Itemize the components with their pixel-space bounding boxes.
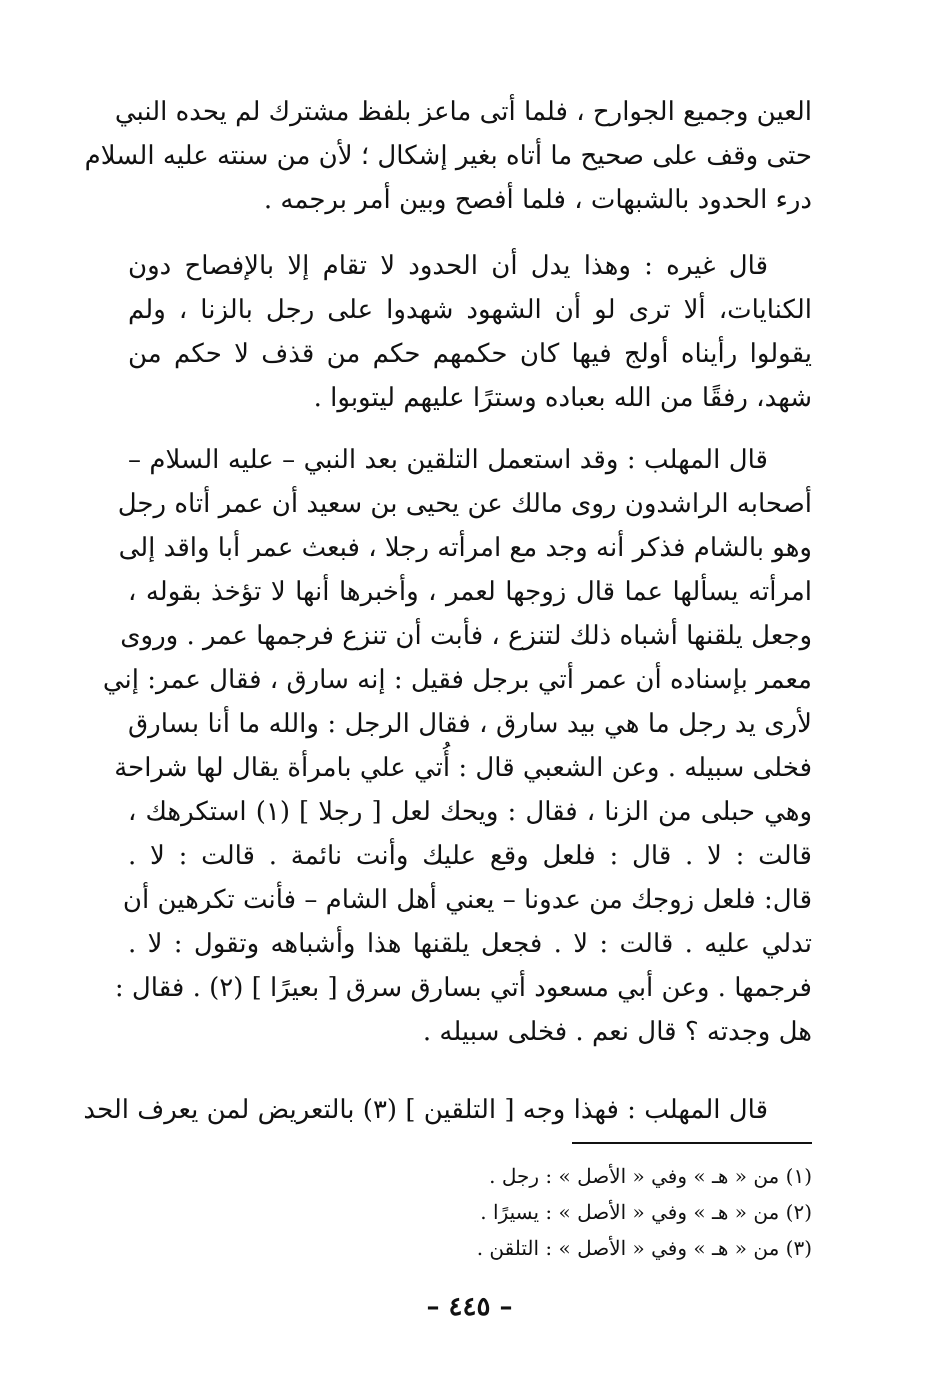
text-line: الكنايات، ألا ترى لو أن الشهود شهدوا على رجل بالزنا ، ولم [128, 295, 812, 325]
text-line: تدلي عليه . قالت : لا . فجعل يلقنها هذا وأشباهه وتقول : لا . [128, 929, 812, 959]
text-line: قال المهلب : فهذا وجه [ التلقين ] (٣) بالتعريض لمن يعرف الحد [83, 1095, 768, 1125]
text-line: أصحابه الراشدون روى مالك عن يحيى بن سعيد أن عمر أتاه رجل [117, 489, 812, 519]
text-line: قال غيره : وهذا يدل أن الحدود لا تقام إلا بالإفصاح دون [128, 251, 768, 281]
text-line: حتى وقف على صحيح ما أتاه بغير إشكال ؛ لأن من سنته عليه السلام [84, 141, 812, 171]
text-line: وهو بالشام فذكر أنه وجد مع امرأته رجلا ، فبعث عمر أبا واقد إلى [118, 533, 812, 563]
paragraph-1 [84, 90, 812, 222]
text-line: لأرى يد رجل ما هي بيد سارق ، فقال الرجل : والله ما أنا بسارق [128, 709, 812, 739]
text-line: وجعل يلقنها أشباه ذلك لتنزع ، فأبت أن تنزع فرجمها عمر . وروى [120, 621, 812, 651]
footnotes [380, 1158, 812, 1266]
text-line: هل وجدته ؟ قال نعم . فخلى سبيله . [422, 1017, 812, 1047]
page-number: – ٤٤٥ – [426, 1292, 513, 1322]
paragraph-4 [83, 1088, 812, 1132]
text-line: فخلى سبيله . وعن الشعبي قال : أُتي علي بامرأة يقال لها شراحة [114, 753, 812, 783]
footnote-1: (١) من « هـ » وفي « الأصل » : رجل . [489, 1164, 812, 1188]
text-line: شهد، رفقًا من الله بعباده وسترًا عليهم ليتوبوا . [313, 383, 812, 413]
footnote-2: (٢) من « هـ » وفي « الأصل » : يسيرًا . [480, 1200, 812, 1224]
text-line: امرأته يسألها عما قال زوجها لعمر ، وأخبرها أنها لا تؤخذ بقوله ، [128, 577, 812, 607]
text-line: يقولوا رأيناه أولج فيها كان حكمهم حكم من قذف لا حكم من [128, 339, 812, 369]
text-line: قال المهلب : وقد استعمل التلقين بعد النبي – عليه السلام – [128, 445, 768, 475]
text-line: درء الحدود بالشبهات ، فلما أفصح وبين أمر برجمه . [263, 185, 812, 215]
paragraph-2 [128, 244, 812, 420]
text-line: وهي حبلى من الزنا ، فقال : ويحك لعل [ رجلا ] (١) استكرهك ، [128, 797, 813, 827]
text-line: العين وجميع الجوارح ، فلما أتى ماعز بلفظ مشترك لم يحده النبي [114, 97, 812, 127]
footnote-3: (٣) من « هـ » وفي « الأصل » : التلقن . [476, 1236, 812, 1260]
text-line: فرجمها . وعن أبي مسعود أتي بسارق سرق [ بعيرًا ] (٢) . فقال : [114, 973, 812, 1003]
text-line: معمر بإسناده أن عمر أتي برجل فقيل : إنه سارق ، فقال عمر: إني [102, 665, 812, 695]
text-line: قالت : لا . قال : فلعل وقع عليك وأنت نائمة . قالت : لا . [128, 841, 812, 871]
text-line: قال: فلعل زوجك من عدونا – يعني أهل الشام – فأنت تكرهين أن [122, 885, 812, 915]
paragraph-3 [102, 438, 813, 1054]
footnote-divider [572, 1142, 812, 1144]
